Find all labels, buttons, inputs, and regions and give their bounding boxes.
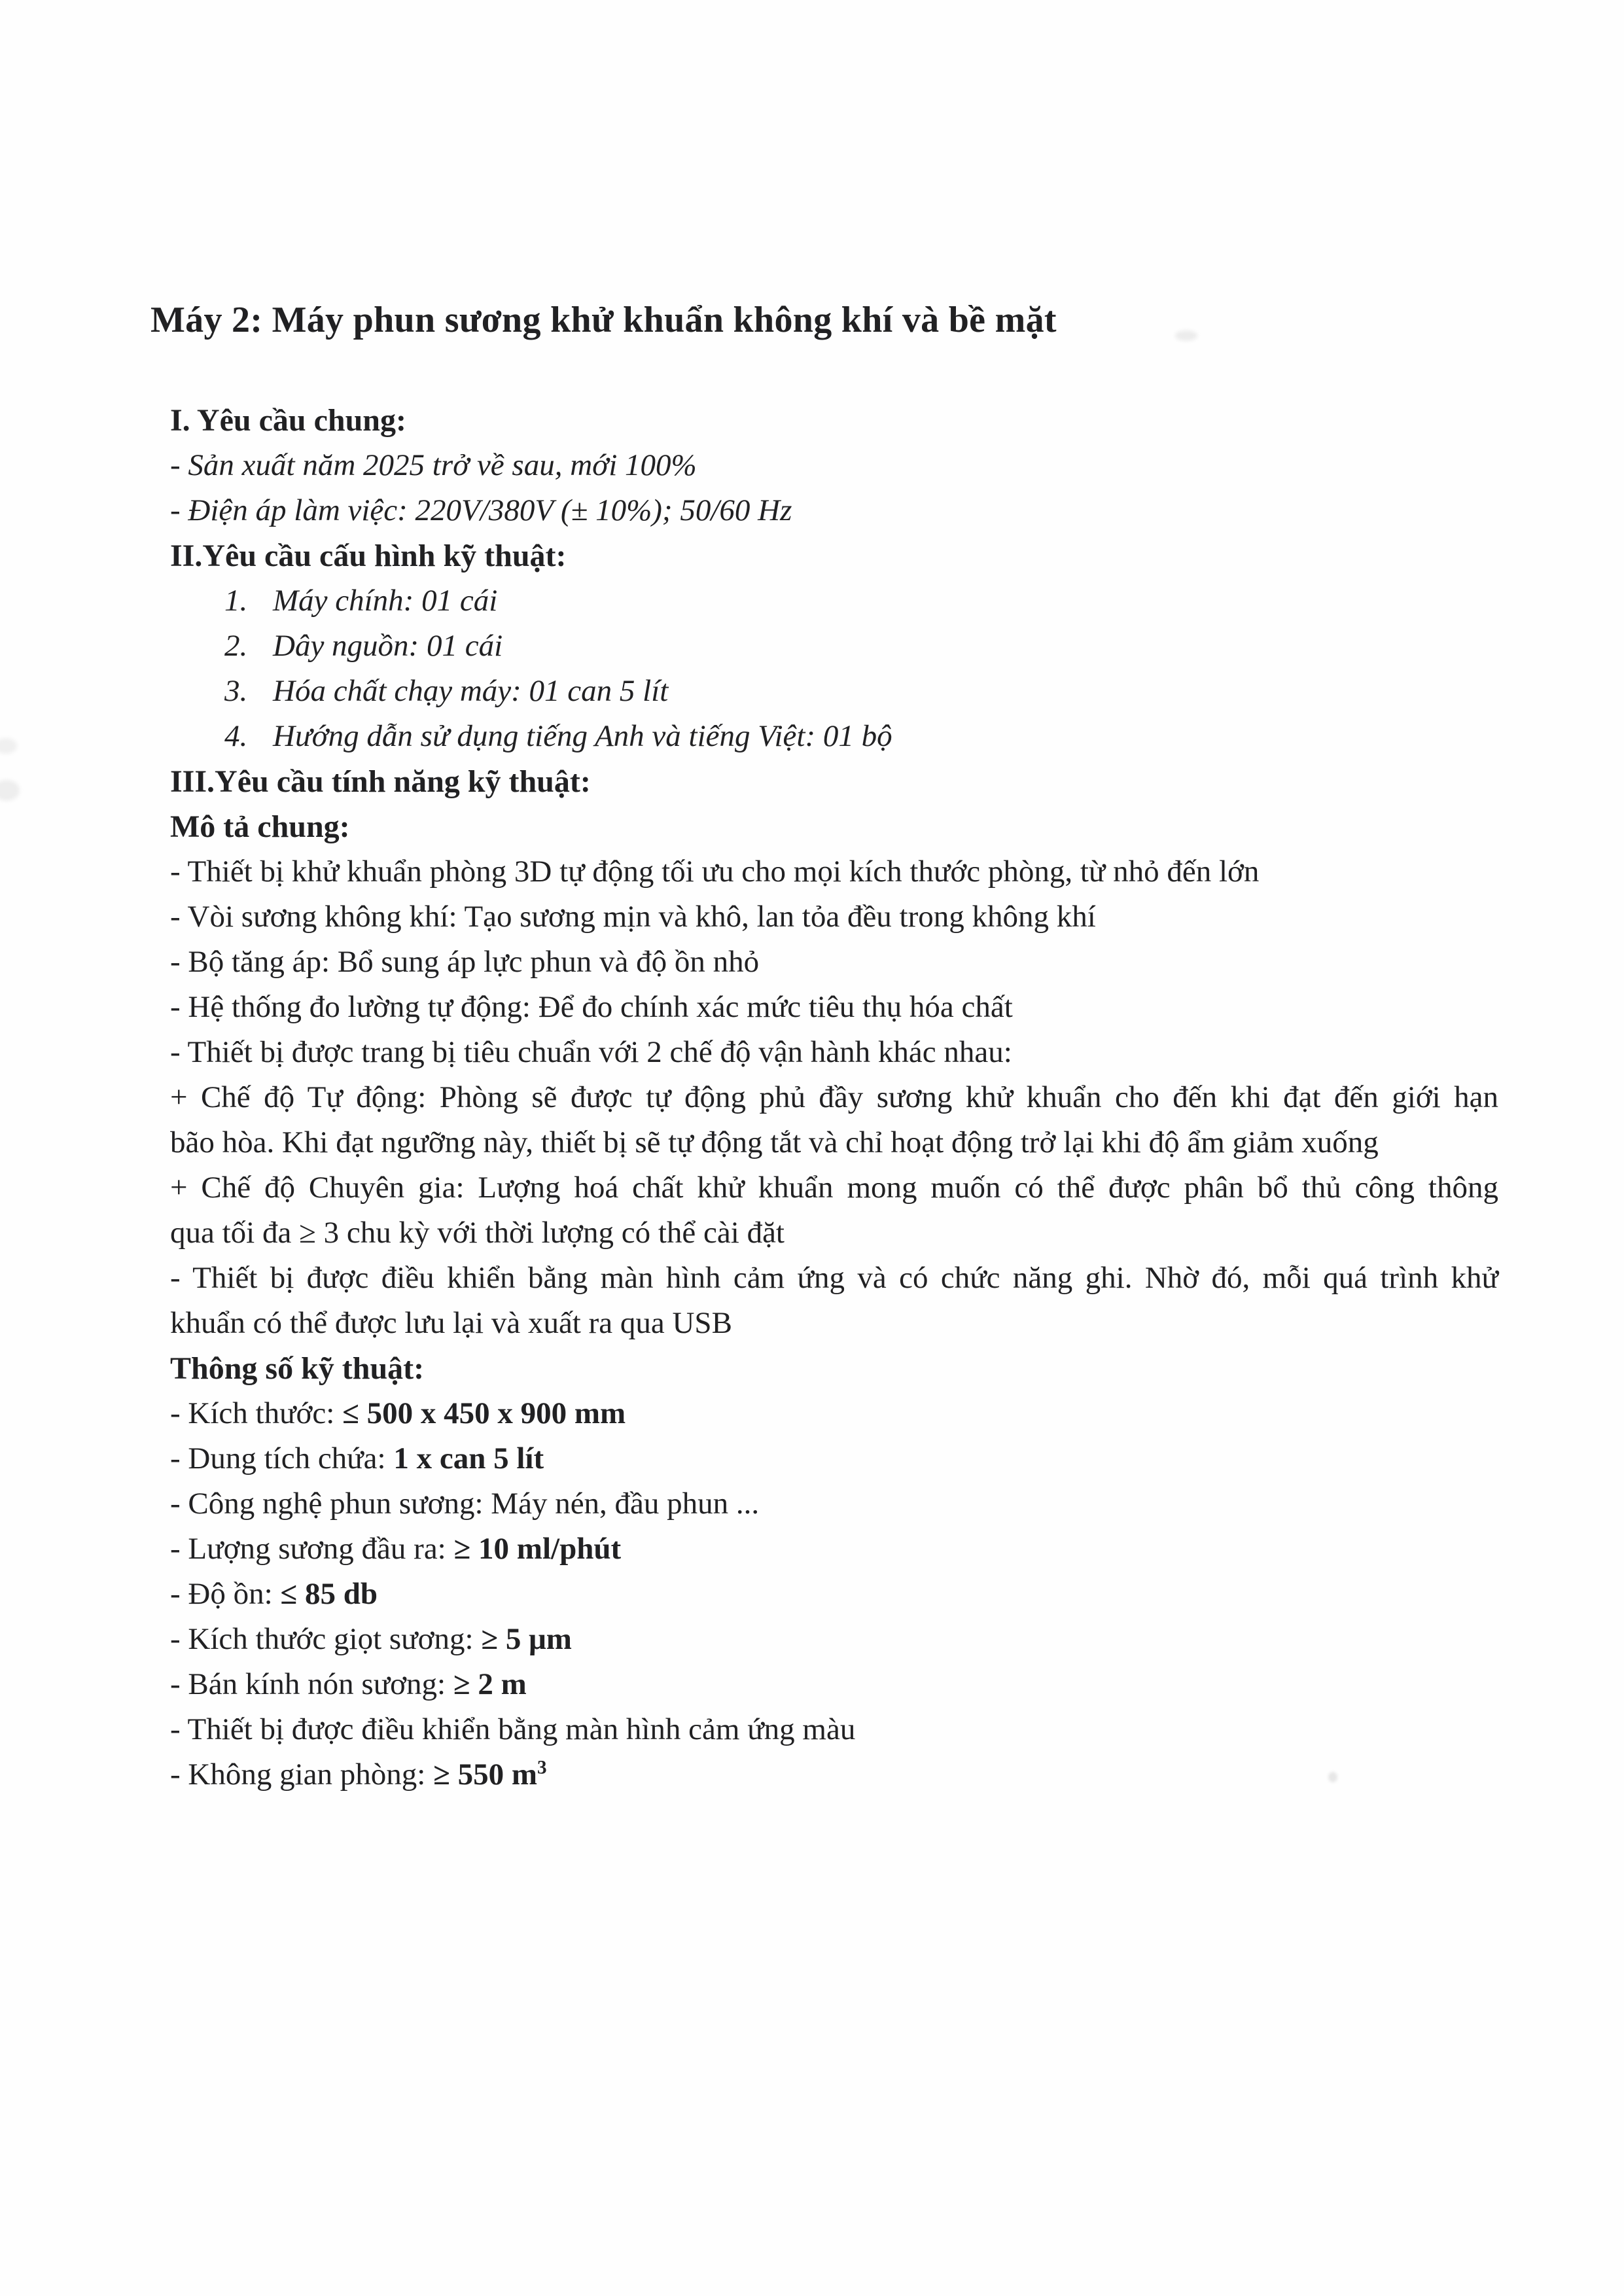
spec-value: 1 x can 5 lít — [393, 1441, 544, 1475]
spec-label: - Bán kính nón sương: — [170, 1667, 453, 1701]
spec-line — [170, 1436, 1498, 1481]
spec-value-superscript: 3 — [537, 1757, 547, 1778]
section-heading: Thông số kỹ thuật: — [170, 1351, 425, 1386]
list-number: 4. — [224, 719, 248, 753]
section-heading: III.Yêu cầu tính năng kỹ thuật: — [170, 764, 591, 799]
numbered-list-item — [224, 624, 1519, 669]
numbered-list-item — [224, 578, 1519, 624]
spec-line — [170, 1617, 1498, 1662]
spec-label: - Kích thước: — [170, 1396, 343, 1430]
doc-line: - Hệ thống đo lường tự động: Để đo chính xác mức tiêu thụ hóa chất — [170, 990, 1013, 1024]
section-heading: I. Yêu cầu chung: — [170, 403, 406, 438]
numbered-list-item — [224, 714, 1519, 759]
doc-line: + Chế độ Tự động: Phòng sẽ được tự động phủ đầy sương khử khuẩn cho đến khi đạt đến giới hạn — [170, 1080, 1498, 1114]
spec-label: - Độ ồn: — [170, 1577, 281, 1611]
scan-edge-mark — [0, 780, 20, 801]
spec-value: ≤ 85 db — [280, 1577, 378, 1611]
spec-value: ≥ 2 m — [453, 1667, 527, 1701]
doc-line: - Điện áp làm việc: 220V/380V (± 10%); 50/60 Hz — [170, 493, 792, 527]
spec-label: - Lượng sương đầu ra: — [170, 1532, 454, 1566]
spec-value: ≤ 500 x 450 x 900 mm — [342, 1396, 626, 1430]
doc-line: bão hòa. Khi đạt ngưỡng này, thiết bị sẽ tự động tắt và chỉ hoạt động trở lại khi độ ẩm giảm xuống — [170, 1125, 1379, 1159]
spec-label: - Kích thước giọt sương: — [170, 1622, 482, 1656]
section-heading: II.Yêu cầu cấu hình kỹ thuật: — [170, 539, 567, 573]
spec-line — [170, 1752, 1498, 1797]
doc-line: khuẩn có thể được lưu lại và xuất ra qua USB — [170, 1306, 732, 1340]
doc-line: - Thiết bị được trang bị tiêu chuẩn với 2 chế độ vận hành khác nhau: — [170, 1035, 1012, 1069]
spec-value: ≥ 550 m — [433, 1757, 538, 1792]
spec-line — [170, 1572, 1498, 1617]
spec-label: - Dung tích chứa: — [170, 1441, 394, 1475]
spec-line — [170, 1391, 1498, 1436]
list-item-text: Dây nguồn: 01 cái — [273, 629, 503, 663]
doc-line: - Thiết bị khử khuẩn phòng 3D tự động tối ưu cho mọi kích thước phòng, từ nhỏ đến lớn — [170, 855, 1260, 889]
doc-line: - Vòi sương không khí: Tạo sương mịn và khô, lan tỏa đều trong không khí — [170, 900, 1096, 934]
doc-line: - Thiết bị được điều khiển bằng màn hình cảm ứng và có chức năng ghi. Nhờ đó, mỗi quá trình khử — [170, 1261, 1498, 1295]
spec-line — [170, 1527, 1498, 1572]
scan-edge-mark — [0, 738, 17, 754]
doc-line: - Bộ tăng áp: Bổ sung áp lực phun và độ ồn nhỏ — [170, 945, 760, 979]
document-body — [150, 398, 1519, 1797]
list-item-text: Máy chính: 01 cái — [273, 584, 498, 618]
numbered-list-item — [224, 669, 1519, 714]
list-number: 3. — [224, 674, 248, 708]
doc-line: + Chế độ Chuyên gia: Lượng hoá chất khử khuẩn mong muốn có thể được phân bổ thủ công thông — [170, 1171, 1498, 1205]
list-number: 1. — [224, 584, 248, 618]
section-heading: Mô tả chung: — [170, 809, 350, 844]
document-body-wrapper — [150, 296, 1519, 1797]
list-number: 2. — [224, 629, 248, 663]
document-title: Máy 2: Máy phun sương khử khuẩn không khí và bề mặt — [150, 300, 1057, 340]
doc-line: - Thiết bị được điều khiển bằng màn hình cảm ứng màu — [170, 1712, 856, 1746]
list-item-text: Hướng dẫn sử dụng tiếng Anh và tiếng Việt: 01 bộ — [273, 719, 892, 753]
spec-value: ≥ 5 μm — [481, 1622, 572, 1656]
doc-line: - Công nghệ phun sương: Máy nén, đầu phun ... — [170, 1487, 760, 1521]
spec-value: ≥ 10 ml/phút — [453, 1532, 622, 1566]
spec-label: - Không gian phòng: — [170, 1757, 434, 1792]
list-item-text: Hóa chất chạy máy: 01 can 5 lít — [273, 674, 669, 708]
doc-line: qua tối đa ≥ 3 chu kỳ với thời lượng có thể cài đặt — [170, 1216, 785, 1250]
doc-line: - Sản xuất năm 2025 trở về sau, mới 100% — [170, 448, 697, 482]
spec-line — [170, 1662, 1498, 1707]
